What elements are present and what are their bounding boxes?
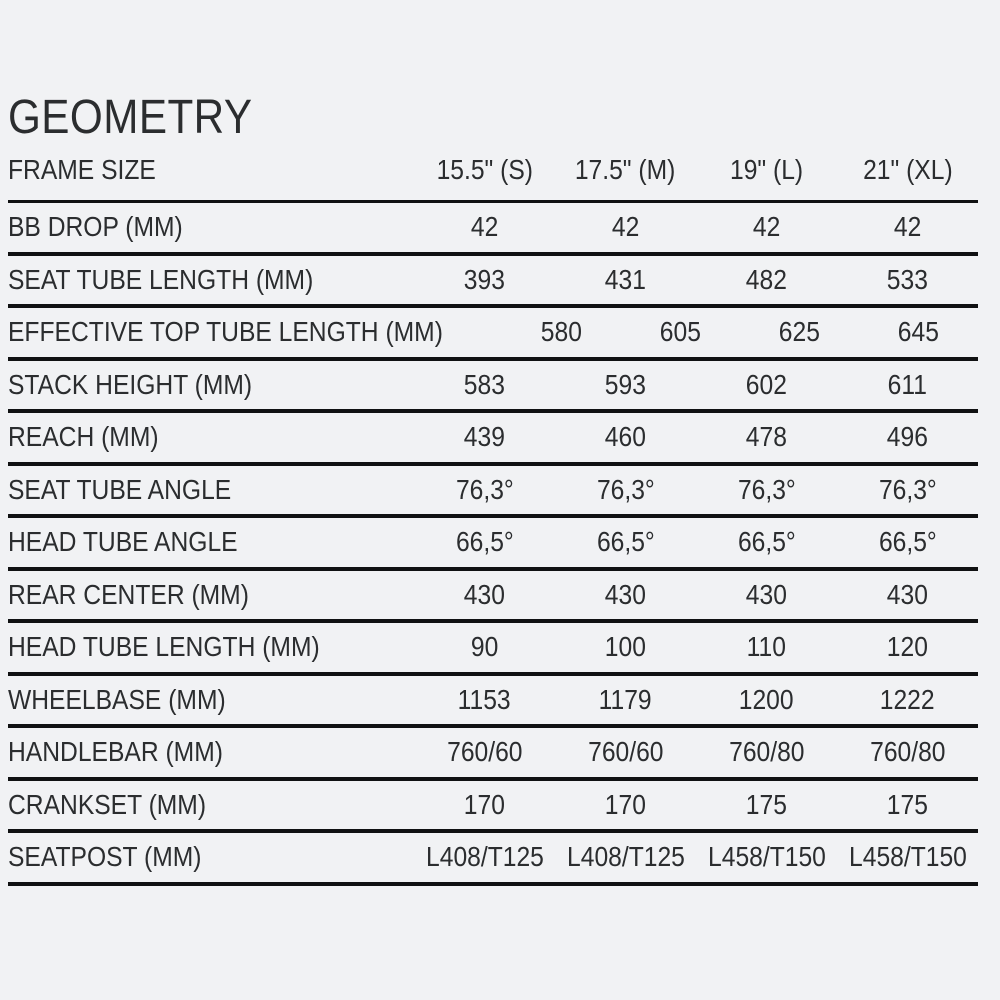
column-header: [414, 154, 555, 186]
cell-value: [555, 421, 696, 453]
cell-value: [555, 211, 696, 243]
cell-value-text: 76,3°: [455, 473, 514, 505]
cell-value-text: 76,3°: [596, 473, 655, 505]
cell-value: [555, 526, 696, 558]
cell-value-text: 110: [746, 631, 787, 663]
cell-value-text: 478: [745, 421, 788, 453]
cell-value-text: 42: [752, 211, 781, 243]
row-label: [8, 264, 414, 296]
cell-value-text: 431: [604, 263, 647, 295]
row-label-text: FRAME SIZE: [8, 154, 156, 185]
cell-value-text: 66,5°: [596, 526, 655, 558]
header-label: [8, 154, 414, 186]
cell-value: [696, 369, 837, 401]
table-row: [8, 203, 978, 256]
row-label-text: CRANKSET (MM): [8, 788, 207, 820]
cell-value-text: 42: [611, 211, 640, 243]
cell-value: [696, 421, 837, 453]
row-label-text: WHEELBASE (MM): [8, 683, 226, 715]
cell-value-text: 430: [886, 578, 929, 610]
cell-value: [837, 631, 978, 663]
cell-value: [414, 841, 555, 873]
table-row: [8, 728, 978, 781]
cell-value: [621, 316, 740, 348]
cell-value-text: 100: [604, 631, 647, 663]
cell-value-text: 482: [745, 263, 788, 295]
row-label: [8, 474, 414, 506]
cell-value-text: 76,3°: [737, 473, 796, 505]
cell-value: [740, 316, 859, 348]
cell-value: [696, 631, 837, 663]
cell-value: [555, 684, 696, 716]
table-row: [8, 781, 978, 834]
cell-value: [837, 736, 978, 768]
cell-value: [414, 631, 555, 663]
cell-value-text: 66,5°: [878, 526, 937, 558]
row-label-text: HANDLEBAR (MM): [8, 736, 223, 768]
cell-value: [859, 316, 978, 348]
cell-value-text: 1200: [739, 683, 794, 715]
cell-value: [837, 264, 978, 296]
cell-value: [837, 841, 978, 873]
row-label: [8, 736, 414, 768]
table-row: [8, 413, 978, 466]
page-title: [8, 91, 978, 144]
table-row: [8, 623, 978, 676]
cell-value-text: 76,3°: [878, 473, 937, 505]
cell-value: [837, 421, 978, 453]
cell-value-text: 170: [463, 788, 506, 820]
cell-value-text: 19" (L): [729, 154, 804, 185]
cell-value-text: 90: [470, 631, 499, 663]
row-label-text: HEAD TUBE LENGTH (MM): [8, 631, 320, 663]
cell-value: [414, 684, 555, 716]
cell-value-text: 602: [745, 368, 788, 400]
cell-value-text: 439: [463, 421, 506, 453]
table-row: [8, 676, 978, 729]
row-label-text: BB DROP (MM): [8, 211, 183, 243]
cell-value-text: 583: [463, 368, 506, 400]
row-label: [8, 316, 502, 348]
cell-value-text: 430: [604, 578, 647, 610]
cell-value-text: 760/60: [446, 736, 523, 768]
cell-value: [837, 789, 978, 821]
cell-value-text: 760/60: [587, 736, 664, 768]
cell-value-text: 393: [463, 263, 506, 295]
table-row: [8, 466, 978, 519]
cell-value-text: L458/T150: [707, 841, 826, 873]
cell-value-text: 760/80: [869, 736, 946, 768]
cell-value: [555, 369, 696, 401]
cell-value-text: 1179: [599, 683, 652, 715]
cell-value-text: L408/T125: [566, 841, 685, 873]
cell-value: [555, 789, 696, 821]
cell-value: [837, 684, 978, 716]
cell-value: [696, 841, 837, 873]
row-label-text: REAR CENTER (MM): [8, 578, 249, 610]
cell-value-text: 593: [604, 368, 647, 400]
cell-value: [696, 526, 837, 558]
row-label-text: SEATPOST (MM): [8, 841, 202, 873]
cell-value: [414, 211, 555, 243]
table-row: [8, 361, 978, 414]
cell-value-text: 533: [886, 263, 929, 295]
cell-value-text: 1153: [458, 683, 511, 715]
cell-value: [555, 579, 696, 611]
cell-value: [555, 474, 696, 506]
cell-value: [414, 421, 555, 453]
cell-value: [696, 736, 837, 768]
table-row: [8, 256, 978, 309]
row-label: [8, 631, 414, 663]
cell-value-text: 120: [886, 631, 929, 663]
column-header: [555, 154, 696, 186]
cell-value: [837, 474, 978, 506]
cell-value-text: 21" (XL): [862, 154, 953, 185]
cell-value: [414, 474, 555, 506]
column-header: [696, 154, 837, 186]
table-row: [8, 833, 978, 886]
cell-value: [414, 579, 555, 611]
cell-value-text: L458/T150: [848, 841, 967, 873]
row-label-text: REACH (MM): [8, 421, 159, 453]
cell-value: [555, 736, 696, 768]
cell-value: [414, 736, 555, 768]
header-row: [8, 140, 978, 203]
cell-value-text: 66,5°: [455, 526, 514, 558]
cell-value-text: 42: [893, 211, 922, 243]
cell-value-text: 611: [887, 368, 928, 400]
cell-value: [555, 631, 696, 663]
cell-value: [696, 474, 837, 506]
row-label-text: HEAD TUBE ANGLE: [8, 526, 238, 558]
row-label: [8, 211, 414, 243]
cell-value: [837, 526, 978, 558]
cell-value-text: 66,5°: [737, 526, 796, 558]
cell-value: [555, 841, 696, 873]
cell-value: [414, 789, 555, 821]
cell-value-text: 496: [886, 421, 929, 453]
cell-value: [837, 211, 978, 243]
cell-value-text: 15.5" (S): [436, 154, 533, 185]
cell-value-text: 580: [541, 316, 583, 348]
cell-value: [696, 264, 837, 296]
row-label: [8, 789, 414, 821]
cell-value-text: 645: [897, 316, 940, 348]
row-label: [8, 369, 414, 401]
cell-value: [414, 369, 555, 401]
cell-value-text: 17.5" (M): [575, 154, 676, 185]
cell-value-text: 760/80: [728, 736, 805, 768]
cell-value-text: 605: [660, 316, 702, 348]
cell-value: [502, 316, 621, 348]
cell-value-text: 430: [463, 578, 506, 610]
cell-value-text: 1222: [880, 683, 935, 715]
table-row: [8, 571, 978, 624]
row-label: [8, 421, 414, 453]
geometry-table: [8, 140, 978, 886]
cell-value: [837, 579, 978, 611]
cell-value-text: L408/T125: [425, 841, 544, 873]
table-row: [8, 518, 978, 571]
row-label: [8, 579, 414, 611]
cell-value-text: 42: [470, 211, 499, 243]
row-label: [8, 526, 414, 558]
row-label-text: EFFECTIVE TOP TUBE LENGTH (MM): [8, 316, 443, 348]
row-label: [8, 841, 414, 873]
cell-value: [837, 369, 978, 401]
cell-value-text: 460: [604, 421, 647, 453]
row-label-text: SEAT TUBE ANGLE: [8, 473, 232, 505]
cell-value: [696, 579, 837, 611]
cell-value-text: 175: [745, 788, 788, 820]
cell-value: [414, 526, 555, 558]
cell-value-text: 430: [745, 578, 788, 610]
cell-value: [696, 789, 837, 821]
page-title-text: GEOMETRY: [8, 91, 253, 144]
cell-value: [414, 264, 555, 296]
table-row: [8, 308, 978, 361]
column-header: [837, 154, 978, 186]
cell-value-text: 170: [604, 788, 647, 820]
cell-value-text: 625: [779, 316, 821, 348]
cell-value: [555, 264, 696, 296]
cell-value: [696, 211, 837, 243]
row-label: [8, 684, 414, 716]
row-label-text: SEAT TUBE LENGTH (MM): [8, 263, 314, 295]
row-label-text: STACK HEIGHT (MM): [8, 368, 253, 400]
cell-value: [696, 684, 837, 716]
cell-value-text: 175: [886, 788, 929, 820]
